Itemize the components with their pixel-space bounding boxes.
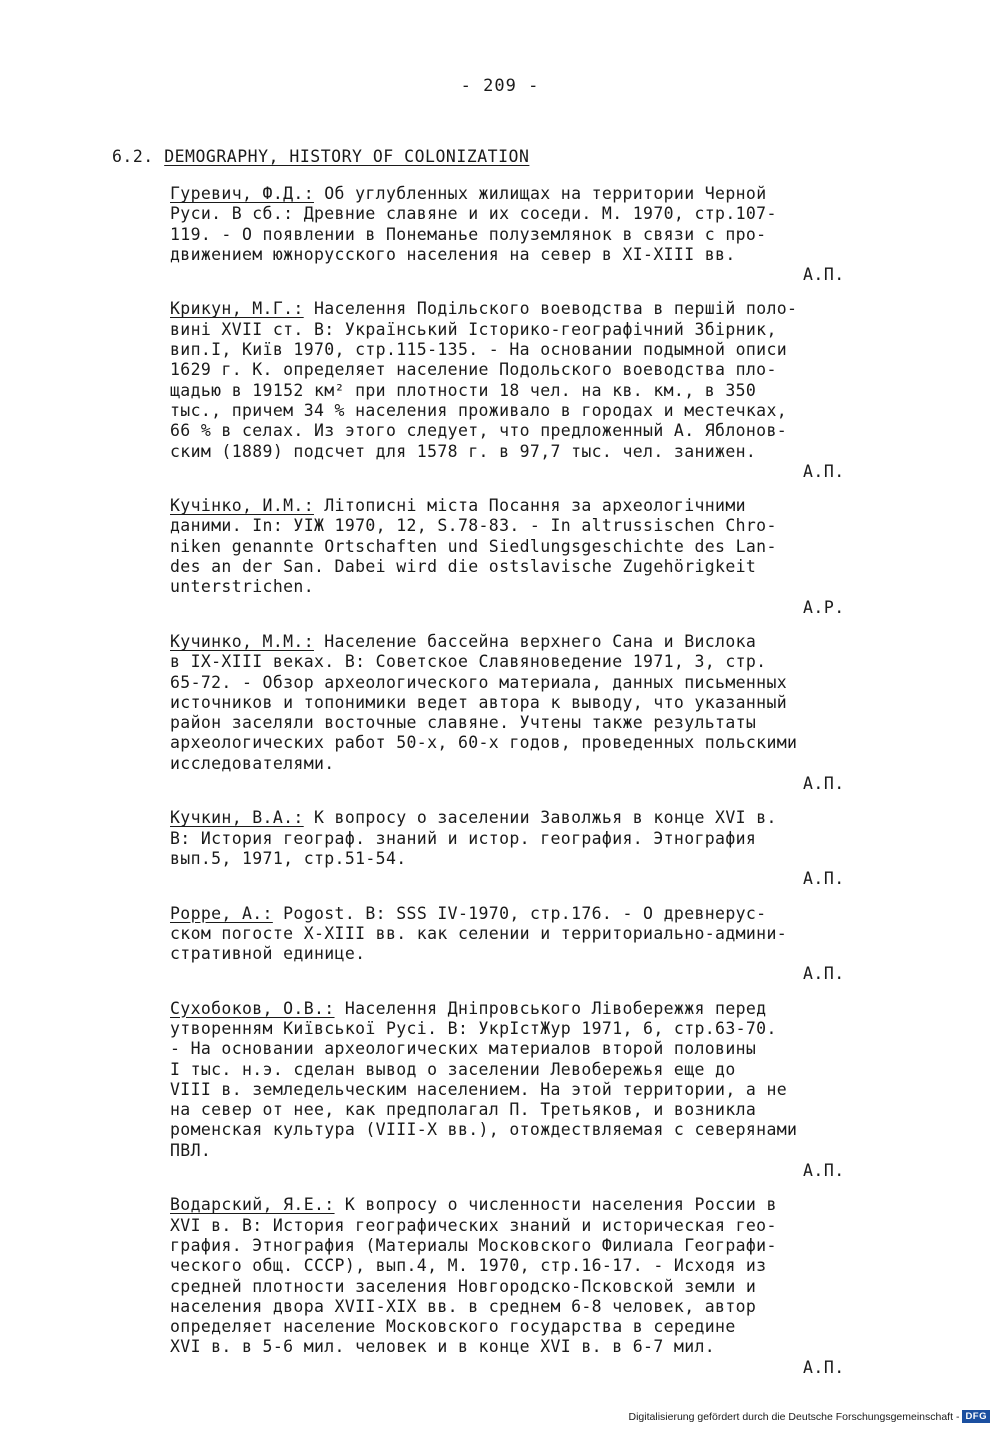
entry-author: Кучкин, В.А.:	[170, 808, 304, 828]
bibliography-entry	[170, 808, 890, 889]
entry-line: ским (1889) подсчет для 1578 г. в 97,7 тыс. чел. занижен.	[170, 441, 757, 461]
entry-line: ском погосте X-XIII вв. как селении и территориально-админи-	[170, 923, 788, 943]
entry-line: движением южнорусского населения на север в XI-XIII вв.	[170, 244, 736, 264]
bibliography-entry	[170, 999, 890, 1182]
entry-text: К вопросу о заселении Заволжья в конце XVI в.	[303, 808, 777, 828]
entry-line	[170, 632, 890, 652]
entry-author: Кучинко, М.М.:	[170, 631, 314, 651]
entry-author: Гуревич, Ф.Д.:	[170, 184, 314, 203]
entry-text: Літописні міста Посання за археологічними	[313, 496, 746, 516]
entry-line: графия. Этнография (Материалы Московского Филиала Географи-	[170, 1235, 777, 1255]
entry-line: источников и топонимики ведет автора к выводу, что указанный	[170, 692, 788, 712]
entry-line: ПВЛ.	[170, 1140, 212, 1160]
entry-text: Населення Подільского воеводства в першій поло-	[303, 299, 798, 319]
entry-line: XVI в. в 5-6 мил. человек и в конце XVI в. в 6-7 мил.	[170, 1337, 716, 1357]
bibliography-entry	[170, 496, 890, 618]
entry-line: археологических работ 50-х, 60-х годов, проведенных польскими	[170, 733, 798, 753]
entry-line: исследователями.	[170, 753, 335, 773]
entry-line: вині XVII ст. В: Український Історико-географічний Збірник,	[170, 319, 777, 339]
entry-line: на север от нее, как предполагал П. Третьяков, и возникла	[170, 1100, 757, 1120]
entry-line	[170, 184, 890, 204]
entry-text: Об углубленных жилищах на территории Черной	[313, 184, 767, 203]
entry-line: населения двора XVII-XIX вв. в среднем 6-8 человек, автор	[170, 1296, 757, 1316]
bibliography-entry	[170, 184, 890, 285]
footer-text: Digitalisierung gefördert durch die Deutsche Forschungsgemeinschaft -	[628, 1410, 960, 1423]
entry-line: стративной единице.	[170, 944, 366, 964]
entry-text: Население бассейна верхнего Сана и Вислока	[313, 631, 757, 651]
reviewer-initials: А.П.	[803, 461, 845, 481]
entry-line: 66 % в селах. Из этого следует, что предложенный А. Яблонов-	[170, 421, 788, 441]
reviewer-initials: A.P.	[803, 597, 845, 617]
entry-line: тыс., причем 34 % населения проживало в городах и местечках,	[170, 400, 788, 420]
entry-line: В: История географ. знаний и истор. география. Этнография	[170, 828, 757, 848]
entry-author: Крикун, М.Г.:	[170, 299, 304, 319]
reviewer-initials: А.П.	[803, 1161, 845, 1181]
entry-line	[170, 1195, 890, 1215]
entry-line: ческого общ. СССР), вып.4, М. 1970, стр.16-17. - Исходя из	[170, 1256, 767, 1276]
bibliography-entry	[170, 904, 890, 985]
reviewer-initials: А.П.	[803, 1357, 845, 1377]
section-heading	[112, 147, 529, 166]
entry-author: Водарский, Я.Е.:	[170, 1195, 335, 1215]
entry-line: вип.I, Київ 1970, стр.115-135. - На основании подымной описи	[170, 340, 788, 360]
footer-credit	[629, 1410, 990, 1423]
entry-author: Сухобоков, О.В.:	[170, 998, 335, 1018]
entry-line: Руси. В сб.: Древние славяне и их соседи. М. 1970, стр.107-	[170, 204, 777, 224]
entry-line: niken genannte Ortschaften und Siedlungsgeschichte des Lan-	[170, 536, 777, 556]
entry-line	[170, 808, 890, 828]
bibliography-entries	[170, 184, 890, 1392]
reviewer-initials: А.П.	[803, 869, 845, 889]
bibliography-entry	[170, 1195, 890, 1378]
entry-line: щадью в 19152 км² при плотности 18 чел. на кв. км., в 350	[170, 380, 757, 400]
reviewer-initials: А.П.	[803, 964, 845, 984]
entry-line: даними. In: УІЖ 1970, 12, S.78-83. - In altrussischen Chro-	[170, 516, 777, 536]
entry-text: К вопросу о численности населения России в	[334, 1195, 777, 1215]
entry-line: unterstrichen.	[170, 577, 314, 597]
section-title: DEMOGRAPHY, HISTORY OF COLONIZATION	[164, 147, 530, 166]
entry-text: Населення Дніпровського Лівобережжя перед	[334, 998, 767, 1018]
entry-line: 119. - О появлении в Понеманье полуземлянок в связи с про-	[170, 224, 767, 244]
bibliography-entry	[170, 299, 890, 482]
reviewer-initials: А.П.	[803, 265, 845, 285]
entry-line	[170, 496, 890, 516]
entry-line: 65-72. - Обзор археологического материала, данных письменных	[170, 672, 788, 692]
entry-line: des an der San. Dabei wird die ostslavische Zugehörigkeit	[170, 557, 757, 577]
section-number: 6.2.	[112, 147, 154, 166]
entry-line: роменская культура (VIII-X вв.), отождествляемая с северянами	[170, 1120, 798, 1140]
entry-line: VIII в. земледельческим населением. На этой территории, а не	[170, 1079, 788, 1099]
bibliography-entry	[170, 632, 890, 794]
entry-line	[170, 904, 890, 924]
entry-line: вып.5, 1971, стр.51-54.	[170, 848, 407, 868]
entry-line	[170, 299, 890, 319]
entry-line: 1629 г. К. определяет население Подольского воеводства пло-	[170, 360, 777, 380]
entry-line: средней плотности заселения Новгородско-Псковской земли и	[170, 1276, 757, 1296]
entry-line: I тыс. н.э. сделан вывод о заселении Левобережья еще до	[170, 1059, 736, 1079]
entry-line: - На основании археологических материалов второй половины	[170, 1039, 757, 1059]
entry-line: район заселяли восточные славяне. Учтены также результаты	[170, 713, 757, 733]
entry-line: определяет население Московского государства в середине	[170, 1317, 736, 1337]
reviewer-initials: А.П.	[803, 774, 845, 794]
page-number: - 209 -	[460, 76, 540, 96]
entry-line	[170, 999, 890, 1019]
entry-line: утворенням Київської Русі. В: УкрІстЖур 1971, 6, стр.63-70.	[170, 1018, 777, 1038]
entry-text: Pogost. В: SSS IV-1970, стр.176. - О древнерус-	[272, 903, 767, 923]
entry-line: в IX-XIII веках. В: Советское Славяноведение 1971, 3, стр.	[170, 652, 767, 672]
entry-author: Poppe, A.:	[170, 903, 273, 923]
dfg-logo: DFG	[962, 1410, 990, 1423]
entry-author: Кучінко, И.М.:	[170, 496, 314, 516]
entry-line: XVI в. В: История географических знаний и историческая гео-	[170, 1215, 777, 1235]
